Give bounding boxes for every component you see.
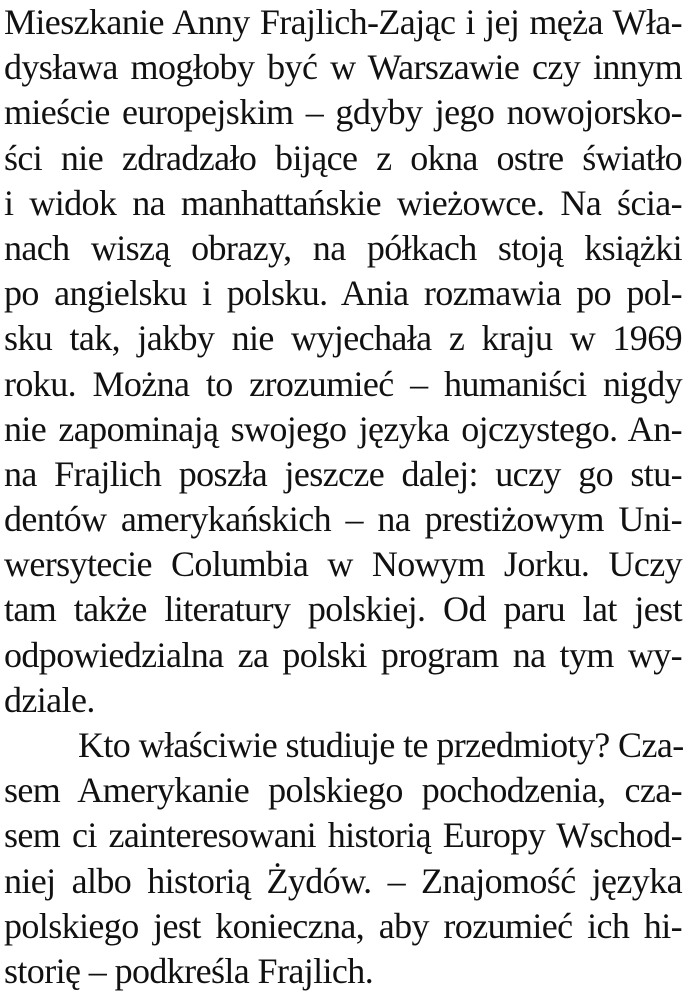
text-line: na Frajlich poszła jeszcze dalej: uczy go stu- <box>4 453 682 494</box>
text-line: dentów amerykańskich – na prestiżowym Uni- <box>4 499 682 540</box>
text-line: sku tak, jakby nie wyjechała z kraju w 1969 <box>4 318 682 359</box>
text-line: nach wiszą obrazy, na półkach stoją książki <box>4 227 682 268</box>
text-line: roku. Można to zrozumieć – humaniści nigdy <box>4 363 682 404</box>
text-line: Mieszkanie Anny Frajlich-Zając i jej męża Wła- <box>4 2 682 42</box>
text-line: niej albo historią Żydów. – Znajomość języka <box>4 860 682 901</box>
text-line: sem Amerykanie polskiego pochodzenia, cza- <box>4 770 682 811</box>
text-line: po angielsku i polsku. Ania rozmawia po pol- <box>4 273 682 314</box>
text-line: odpowiedzialna za polski program na tym wy- <box>4 634 682 675</box>
text-line: Kto właściwie studiuje te przedmioty? Cza- <box>78 725 684 765</box>
text-line: ści nie zdradzało bijące z okna ostre światło <box>4 137 682 178</box>
text-line: sem ci zainteresowani historią Europy Wschod- <box>4 815 682 856</box>
text-line: i widok na manhattańskie wieżowce. Na ścia- <box>4 182 682 223</box>
text-line: polskiego jest konieczna, aby rozumieć ich hi- <box>4 905 682 946</box>
paragraph-2 <box>0 723 686 994</box>
text-line: tam także literatury polskiej. Od paru lat jest <box>4 589 682 630</box>
text-line: mieście europejskim – gdyby jego nowojorsko- <box>4 92 682 133</box>
text-line: storię – podkreśla Frajlich. <box>4 950 374 991</box>
text-line: dziale. <box>4 679 95 720</box>
text-line: nie zapominają swojego języka ojczystego. An- <box>4 408 682 449</box>
text-line: wersytecie Columbia w Nowym Jorku. Uczy <box>4 544 682 585</box>
text-line: dysława mogłoby być w Warszawie czy innym <box>4 47 682 88</box>
